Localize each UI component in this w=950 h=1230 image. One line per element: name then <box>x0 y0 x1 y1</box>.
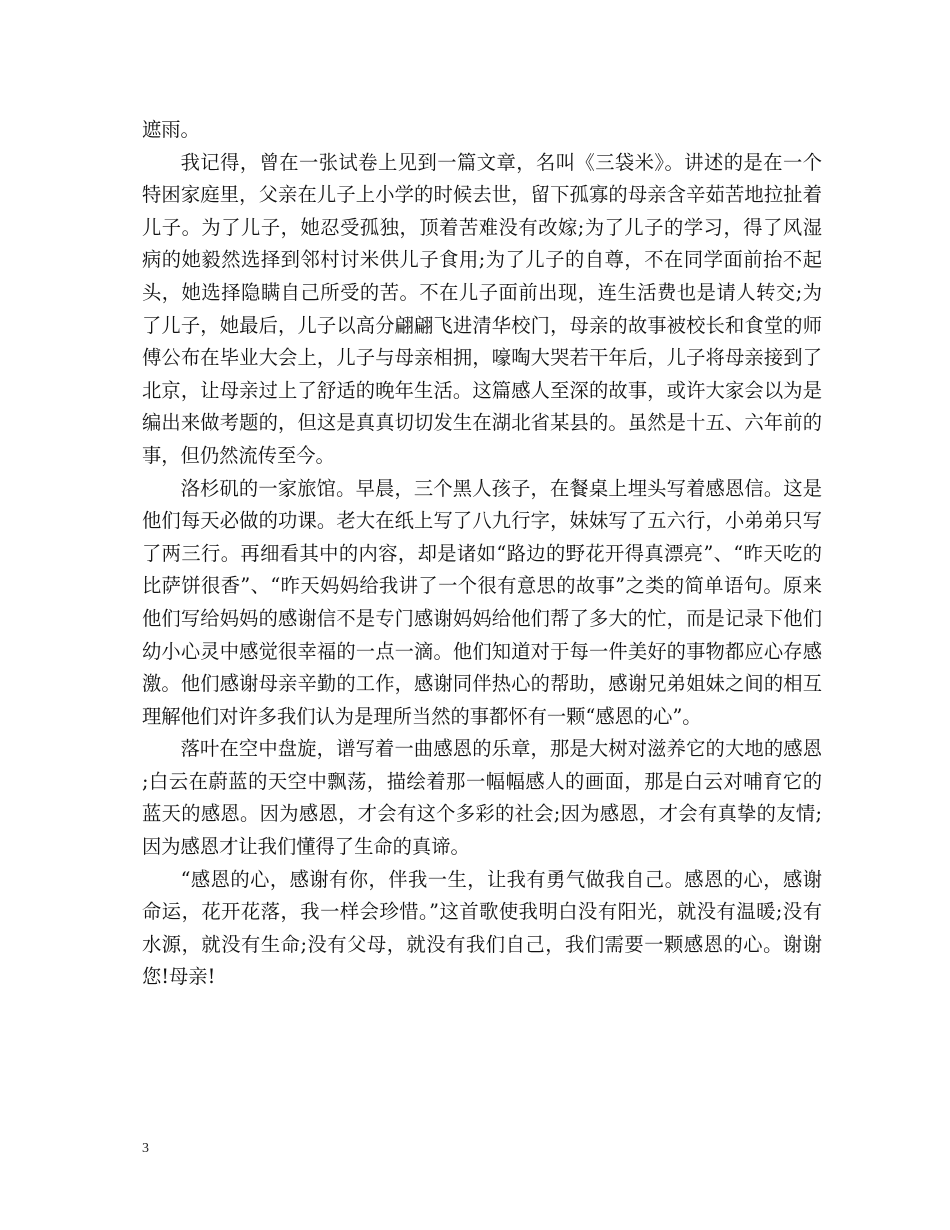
page-number: 3 <box>142 1141 149 1156</box>
paragraph-falling-leaves: 落叶在空中盘旋，谱写着一曲感恩的乐章，那是大树对滋养它的大地的感恩;白云在蔚蓝的天空中飘荡，描绘着那一幅幅感人的画面，那是白云对哺育它的蓝天的感恩。因为感恩，才会有这个多彩的社会;因为感恩，才会有真挚的友情;因为感恩才让我们懂得了生命的真谛。 <box>142 737 822 859</box>
document-body <box>142 114 822 994</box>
paragraph-grateful-heart-song: “感恩的心，感谢有你，伴我一生，让我有勇气做我自己。感恩的心，感谢命运，花开花落，我一样会珍惜。”这首歌使我明白没有阳光，就没有温暖;没有水源，就没有生命;没有父母，就没有我们自己，我们需要一颗感恩的心。谢谢您!母亲! <box>142 867 822 989</box>
paragraph-los-angeles-hotel: 洛杉矶的一家旅馆。早晨，三个黑人孩子，在餐桌上埋头写着感恩信。这是他们每天必做的功课。老大在纸上写了八九行字，妹妹写了五六行，小弟弟只写了两三行。再细看其中的内容，却是诸如“路边的野花开得真漂亮”、“昨天吃的比萨饼很香”、“昨天妈妈给我讲了一个很有意思的故事”之类的简单语句。原来他们写给妈妈的感谢信不是专门感谢妈妈给他们帮了多大的忙，而是记录下他们幼小心灵中感觉很幸福的一点一滴。他们知道对于每一件美好的事物都应心存感激。他们感谢母亲辛勤的工作，感谢同伴热心的帮助，感谢兄弟姐妹之间的相互理解他们对许多我们认为是理所当然的事都怀有一颗“感恩的心”。 <box>142 476 822 728</box>
paragraph-three-bags-of-rice: 我记得，曾在一张试卷上见到一篇文章，名叫《三袋米》。讲述的是在一个特困家庭里，父亲在儿子上小学的时候去世，留下孤寡的母亲含辛茹苦地拉扯着儿子。为了儿子，她忍受孤独，顶着苦难没有改嫁;为了儿子的学习，得了风湿病的她毅然选择到邻村讨米供儿子食用;为了儿子的自尊，不在同学面前抬不起头，她选择隐瞒自己所受的苦。不在儿子面前出现，连生活费也是请人转交;为了儿子，她最后，儿子以高分翩翩飞进清华校门，母亲的故事被校长和食堂的师傅公布在毕业大会上，儿子与母亲相拥，嚎啕大哭若干年后，儿子将母亲接到了北京，让母亲过上了舒适的晚年生活。这篇感人至深的故事，或许大家会以为是编出来做考题的，但这是真真切切发生在湖北省某县的。虽然是十五、六年前的事，但仍然流传至今。 <box>142 150 822 467</box>
paragraph-continuation: 遮雨。 <box>142 118 200 141</box>
